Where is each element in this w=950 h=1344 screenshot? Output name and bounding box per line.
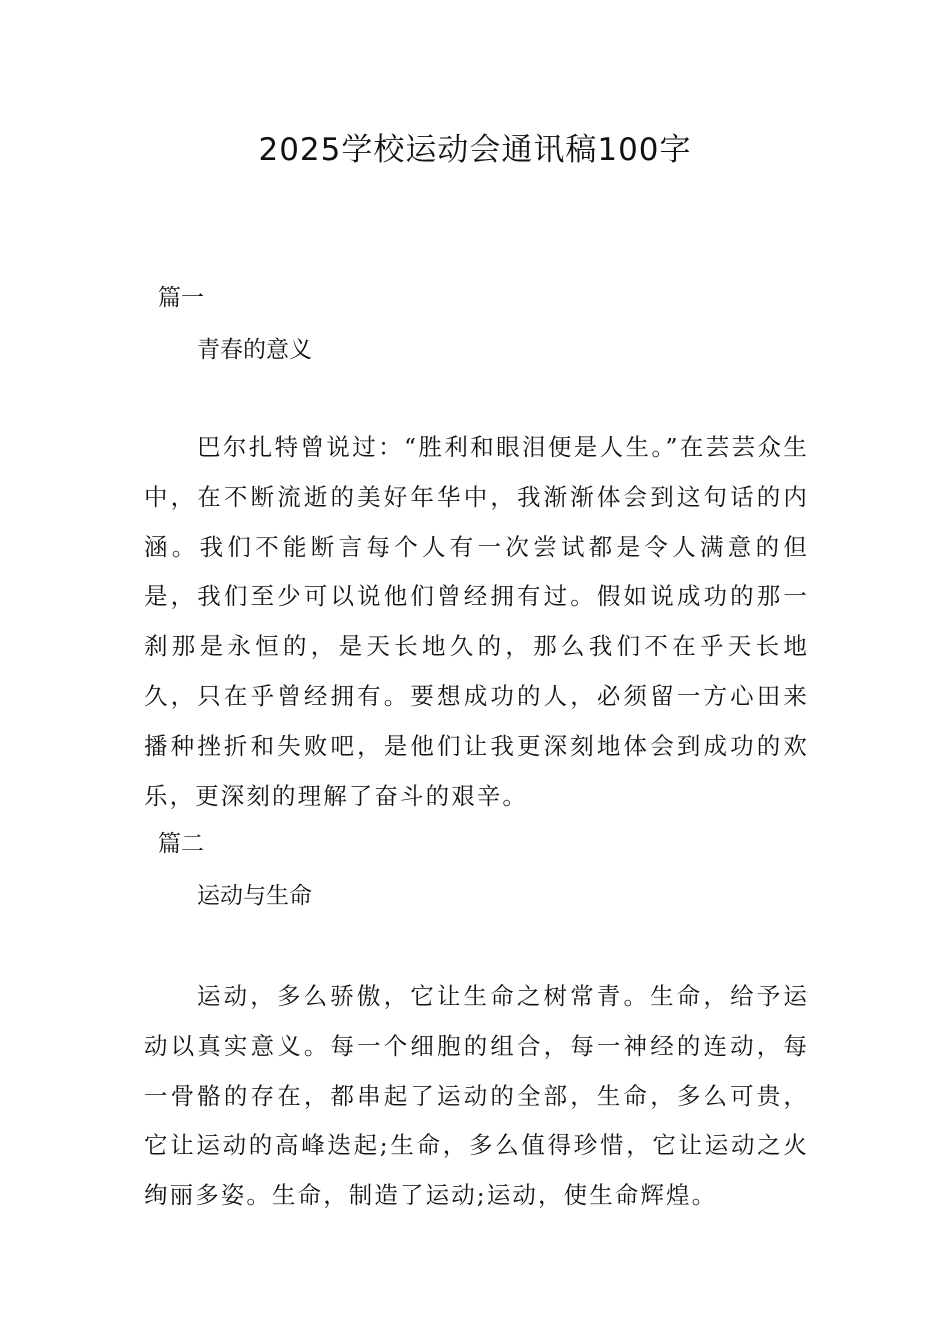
section-label-2: 篇二 [158, 831, 204, 857]
section-subtitle-1: 青春的意义 [197, 337, 312, 363]
section-label-1: 篇一 [158, 285, 204, 311]
section-paragraph-2: 运动，多么骄傲，它让生命之树常青。生命，给予运动以真实意义。每一个细胞的组合，每一神经的连动，每一骨骼的存在，都串起了运动的全部，生命，多么可贵，它让运动的高峰迭起;生命，多么值得珍惜，它让运动之火绚丽多姿。生命，制造了运动;运动，使生命辉煌。 [144, 982, 809, 1210]
document-title: 2025学校运动会通讯稿100字 [258, 132, 692, 168]
section-subtitle-2: 运动与生命 [197, 883, 312, 909]
section-paragraph-1: 巴尔扎特曾说过：“胜利和眼泪便是人生。”在芸芸众生中，在不断流逝的美好年华中，我渐渐体会到这句话的内涵。我们不能断言每个人有一次尝试都是令人满意的但是，我们至少可以说他们曾经拥有过。假如说成功的那一刹那是永恒的，是天长地久的，那么我们不在乎天长地久，只在乎曾经拥有。要想成功的人，必须留一方心田来播种挫折和失败吧，是他们让我更深刻地体会到成功的欢乐，更深刻的理解了奋斗的艰辛。 [144, 433, 809, 810]
